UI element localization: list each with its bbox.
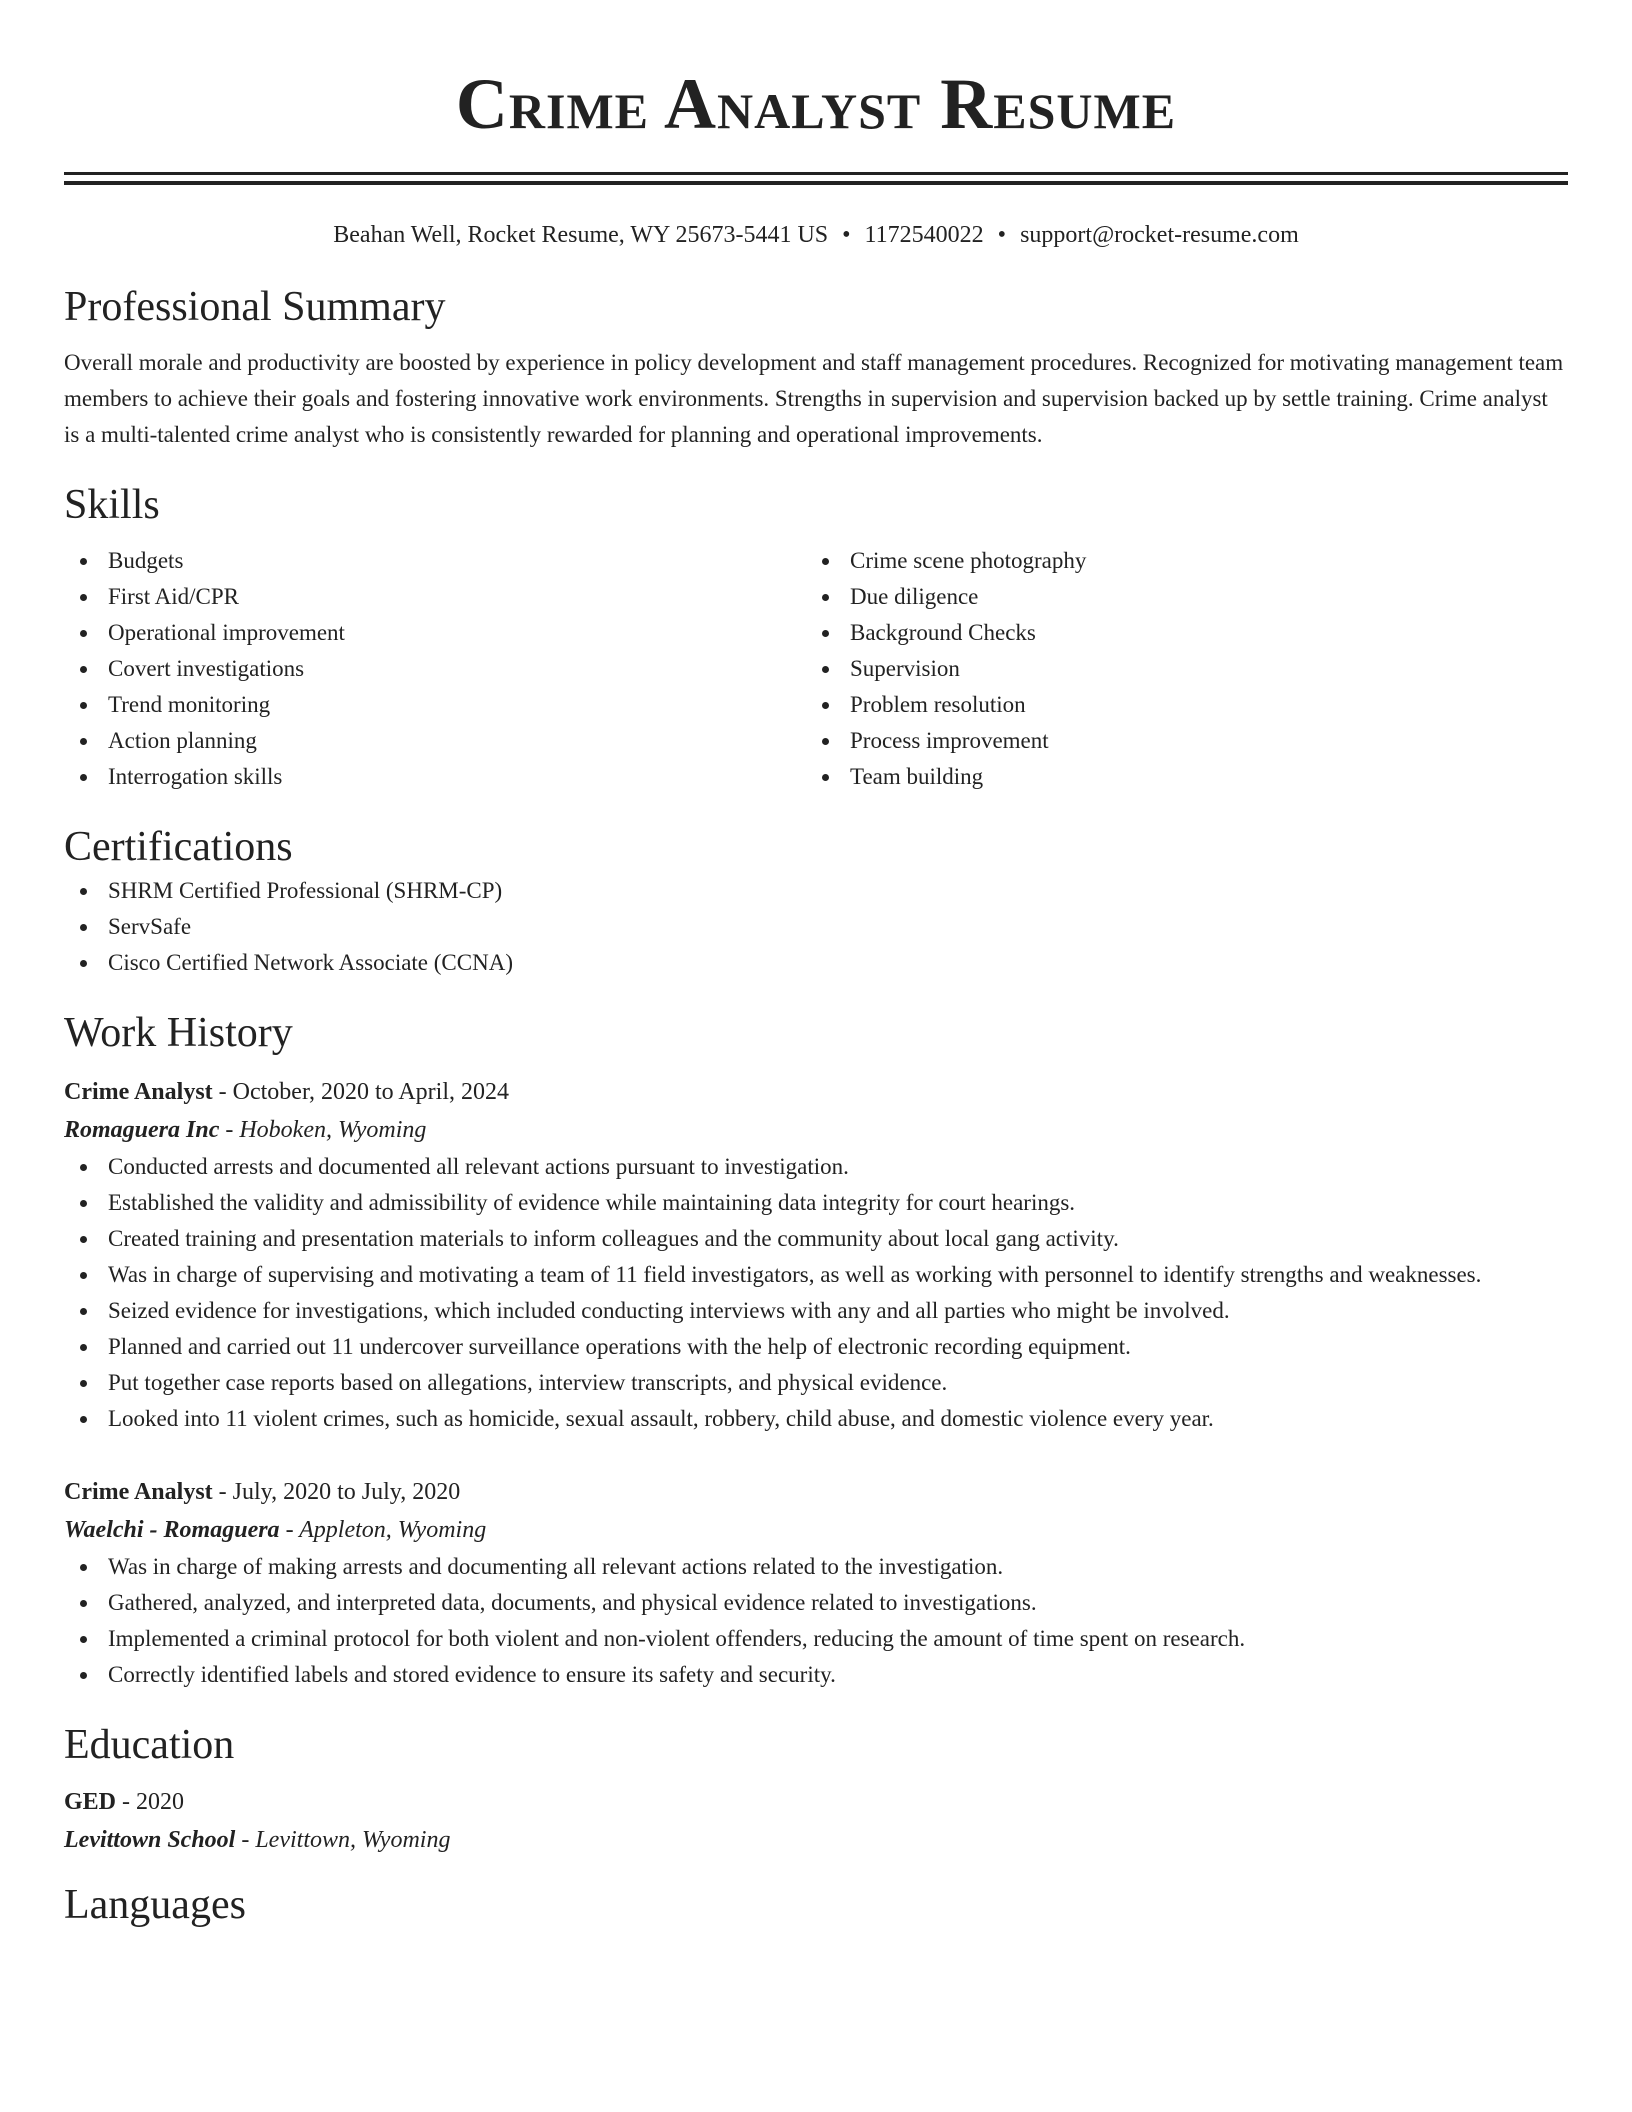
job-company: Waelchi - Romaguera (64, 1517, 280, 1543)
skill-item: Trend monitoring (64, 687, 806, 723)
job-bullet: Looked into 11 violent crimes, such as homicide, sexual assault, robbery, child abuse, and domestic violence every year. (64, 1401, 1568, 1437)
degree-name: GED (64, 1789, 117, 1815)
contact-email: support@rocket-resume.com (1020, 222, 1299, 248)
job-title: Crime Analyst (64, 1079, 213, 1105)
skills-section (64, 479, 1568, 795)
contact-separator: • (997, 222, 1007, 248)
job-location: - Appleton, Wyoming (279, 1517, 487, 1543)
job-bullet: Planned and carried out 11 undercover surveillance operations with the help of electronic recording equipment. (64, 1329, 1568, 1365)
job-bullet: Correctly identified labels and stored evidence to ensure its safety and security. (64, 1657, 1568, 1693)
job-title: Crime Analyst (64, 1479, 213, 1505)
school-name: Levittown School (64, 1827, 236, 1853)
skill-item: Action planning (64, 723, 806, 759)
job-company-line (64, 1511, 1568, 1549)
job-bullet: Created training and presentation materials to inform colleagues and the community about local gang activity. (64, 1221, 1568, 1257)
certifications-section (64, 821, 1568, 981)
skill-item: Due diligence (806, 579, 1548, 615)
summary-section (64, 281, 1568, 453)
certifications-heading: Certifications (64, 824, 293, 870)
job-bullet: Was in charge of making arrests and documenting all relevant actions related to the investigation. (64, 1549, 1568, 1585)
job-bullet: Was in charge of supervising and motivating a team of 11 field investigators, as well as working with personnel to identify strengths and weaknesses. (64, 1257, 1568, 1293)
contact-line (64, 219, 1568, 251)
skill-item: Background Checks (806, 615, 1548, 651)
degree-line (64, 1783, 1568, 1821)
school-location: - Levittown, Wyoming (235, 1827, 451, 1853)
certification-item: ServSafe (64, 909, 1568, 945)
skill-item: Crime scene photography (806, 543, 1548, 579)
job-dates: - July, 2020 to July, 2020 (212, 1479, 461, 1505)
certification-item: Cisco Certified Network Associate (CCNA) (64, 945, 1568, 981)
job-company: Romaguera Inc (64, 1117, 220, 1143)
skills-columns (64, 543, 1568, 795)
certification-item: SHRM Certified Professional (SHRM-CP) (64, 873, 1568, 909)
education-entry (64, 1783, 1568, 1859)
job-bullet: Conducted arrests and documented all relevant actions pursuant to investigation. (64, 1149, 1568, 1185)
skill-item: Process improvement (806, 723, 1548, 759)
skill-item: Covert investigations (64, 651, 806, 687)
job-bullet: Seized evidence for investigations, which included conducting interviews with any and all parties who might be involved. (64, 1293, 1568, 1329)
skills-column-right (806, 543, 1548, 795)
work-history-section (64, 1007, 1568, 1693)
summary-text: Overall morale and productivity are boosted by experience in policy development and staff management procedures. Recognized for motivating management team members to achieve their goals and fostering innovative work environments. Strengths in supervision and supervision backed up by settle training. Crime analyst is a multi-talented crime analyst who is consistently rewarded for planning and operational improvements. (64, 350, 1564, 447)
job-bullet: Implemented a criminal protocol for both violent and non-violent offenders, reducing the amount of time spent on research. (64, 1621, 1568, 1657)
job-title-line (64, 1073, 1568, 1111)
contact-phone: 1172540022 (864, 222, 984, 248)
job-title-line (64, 1473, 1568, 1511)
job-bullet: Put together case reports based on allegations, interview transcripts, and physical evidence. (64, 1365, 1568, 1401)
skill-item: Supervision (806, 651, 1548, 687)
skill-item: First Aid/CPR (64, 579, 806, 615)
skills-heading: Skills (64, 482, 160, 528)
skill-item: Team building (806, 759, 1548, 795)
job-dates: - October, 2020 to April, 2024 (212, 1079, 509, 1105)
resume-title: Crime Analyst Resume (455, 64, 1177, 144)
job-bullet: Established the validity and admissibility of evidence while maintaining data integrity for court hearings. (64, 1185, 1568, 1221)
contact-separator: • (842, 222, 851, 248)
title-rule-thick (64, 181, 1568, 185)
skill-item: Operational improvement (64, 615, 806, 651)
job-bullet: Gathered, analyzed, and interpreted data, documents, and physical evidence related to investigations. (64, 1585, 1568, 1621)
skills-column-left (64, 543, 806, 795)
job-entry (64, 1073, 1568, 1437)
skill-item: Budgets (64, 543, 806, 579)
title-rule-thin (64, 172, 1568, 175)
languages-heading: Languages (64, 1882, 246, 1928)
education-section (64, 1719, 1568, 1859)
skill-item: Interrogation skills (64, 759, 806, 795)
job-entry (64, 1473, 1568, 1693)
contact-address: Beahan Well, Rocket Resume, WY 25673-5441 US (333, 222, 829, 248)
job-company-line (64, 1111, 1568, 1149)
degree-year: - 2020 (116, 1789, 185, 1815)
summary-heading: Professional Summary (64, 284, 446, 330)
education-heading: Education (64, 1722, 235, 1768)
languages-section (64, 1879, 1568, 1931)
work-history-heading: Work History (64, 1010, 293, 1056)
job-location: - Hoboken, Wyoming (219, 1117, 427, 1143)
skill-item: Problem resolution (806, 687, 1548, 723)
school-line (64, 1821, 1568, 1859)
